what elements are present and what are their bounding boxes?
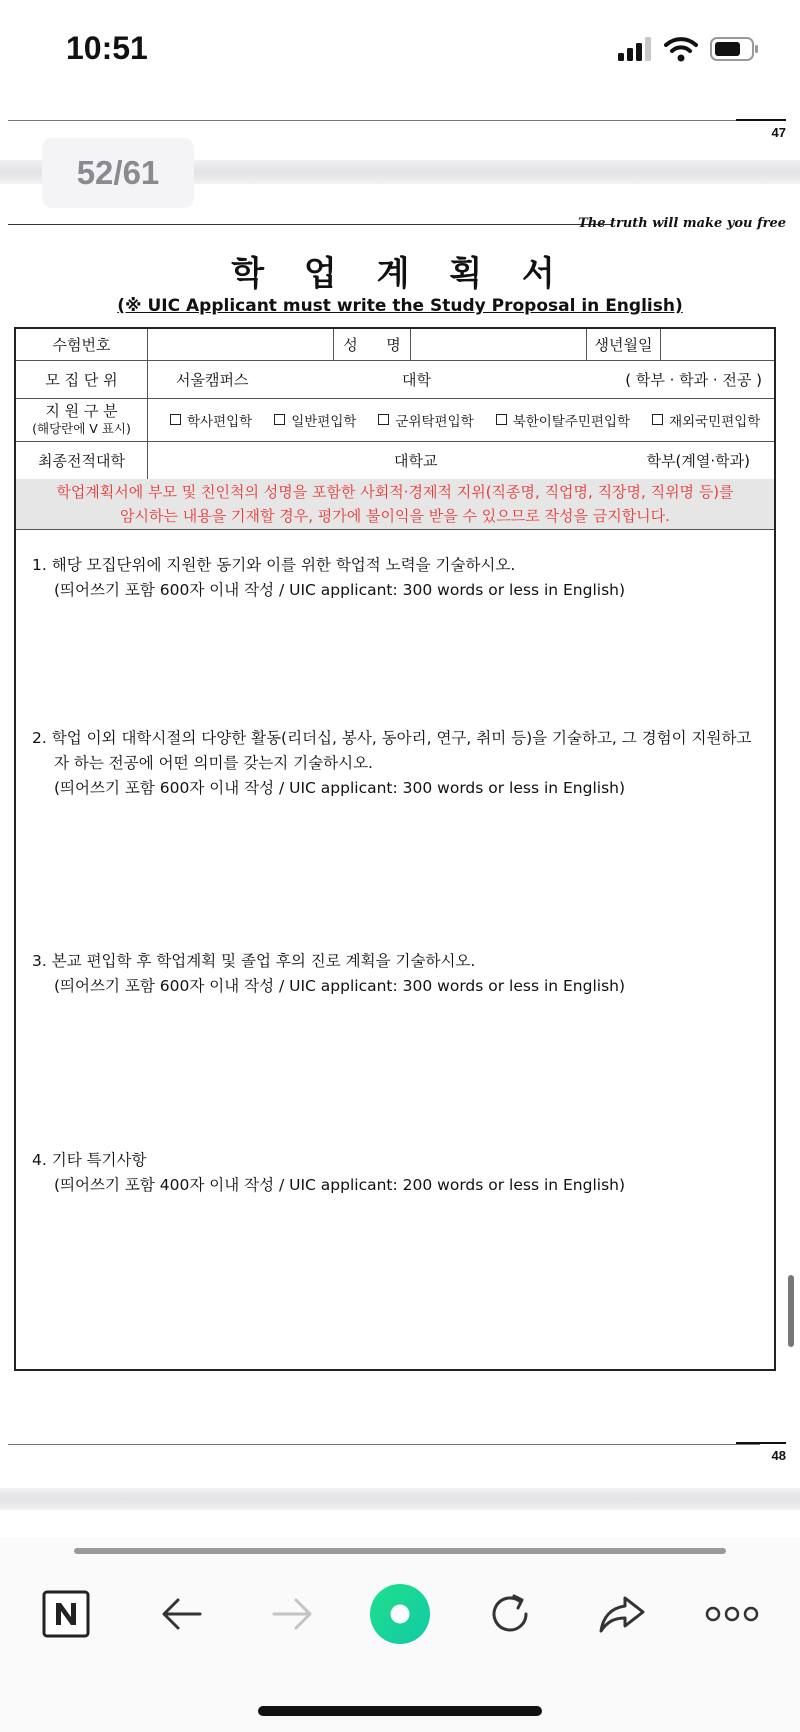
share-icon — [596, 1592, 648, 1636]
form-row-school — [16, 441, 774, 480]
birth-field[interactable] — [660, 329, 774, 360]
question-2-text: 2. 학업 이외 대학시절의 다양한 활동(리더십, 봉사, 동아리, 연구, 취미 등)을 기술하고, 그 경험이 지원하고 — [32, 729, 752, 747]
status-time: 10:51 — [66, 30, 148, 66]
faculty-text: 학부(계열·학과) — [646, 451, 750, 470]
back-arrow-icon — [160, 1596, 204, 1632]
document-title: 학 업 계 획 서 — [231, 254, 569, 294]
question-3-note: (띄어쓰기 포함 600자 이내 작성 / UIC applicant: 300 words or less in English) — [54, 977, 626, 995]
form-row-unit — [16, 360, 774, 399]
type-label-cell — [16, 398, 147, 441]
unit-label: 모 집 단 위 — [45, 370, 118, 389]
type-option[interactable]: 군위탁편입학 — [378, 410, 473, 430]
question-4-note: (띄어쓰기 포함 400자 이내 작성 / UIC applicant: 200 words or less in English) — [54, 1176, 626, 1194]
page-top-rule — [8, 120, 760, 121]
checkbox-icon[interactable] — [496, 414, 507, 425]
document-subtitle: (※ UIC Applicant must write the Study Proposal in English) — [117, 296, 683, 316]
question-3-text: 3. 본교 편입학 후 학업계획 및 졸업 후의 진로 계획을 기술하시오. — [32, 952, 476, 970]
type-hint: (해당란에 V 표시) — [32, 420, 131, 436]
question-1 — [32, 553, 625, 603]
type-option[interactable]: 재외국민편입학 — [652, 410, 760, 430]
question-2 — [32, 726, 751, 801]
status-icons — [618, 36, 760, 62]
campus-text: 서울캠퍼스 — [176, 370, 249, 389]
share-button[interactable] — [592, 1584, 652, 1644]
more-icon — [705, 1604, 759, 1624]
checkbox-icon[interactable] — [652, 414, 663, 425]
checkbox-icon[interactable] — [274, 414, 285, 425]
checkbox-icon[interactable] — [170, 414, 181, 425]
header-rule — [8, 224, 612, 225]
page-bottom-rule — [8, 1444, 760, 1445]
birth-label: 생년월일 — [586, 329, 660, 360]
type-label: 지 원 구 분 — [45, 401, 118, 420]
vertical-scrollbar[interactable] — [788, 1275, 794, 1347]
question-1-note: (띄어쓰기 포함 600자 이내 작성 / UIC applicant: 300 words or less in English) — [54, 581, 626, 599]
form-row-exam — [16, 329, 774, 361]
type-option[interactable]: 일반편입학 — [274, 410, 356, 430]
green-dot-button[interactable] — [368, 1584, 432, 1644]
signal-icon — [618, 37, 652, 61]
more-button[interactable] — [704, 1584, 760, 1644]
question-4 — [32, 1148, 625, 1198]
forward-arrow-icon — [270, 1596, 314, 1632]
unit-field[interactable] — [147, 360, 774, 398]
university-text: 대학교 — [394, 451, 438, 470]
question-3 — [32, 949, 625, 999]
back-button[interactable] — [152, 1584, 212, 1644]
last-school-field[interactable] — [147, 441, 774, 479]
exam-no-field[interactable] — [147, 329, 333, 360]
form-row-type — [16, 398, 774, 442]
naver-home-button[interactable] — [40, 1584, 92, 1644]
dept-note: ( 학부 · 학과 · 전공 ) — [625, 370, 762, 389]
wifi-icon — [664, 36, 698, 62]
battery-icon — [710, 36, 760, 62]
type-options — [147, 398, 774, 441]
page-number-top: 47 — [771, 125, 786, 140]
question-1-text: 1. 해당 모집단위에 지원한 동기와 이를 위한 학업적 노력을 기술하시오. — [32, 556, 516, 574]
page-number-bottom: 48 — [771, 1448, 786, 1463]
page-counter-badge: 52/61 — [42, 138, 194, 208]
question-2-text-cont: 자 하는 전공에 어떤 의미를 갖는지 기술하시오. — [54, 754, 373, 772]
horizontal-scrollbar[interactable] — [74, 1548, 726, 1554]
warning-line-1: 학업계획서에 부모 및 친인척의 성명을 포함한 사회적·경제적 지위(직종명, 직업명, 직장명, 직위명 등)를 — [56, 483, 734, 501]
last-school-label: 최종전적대학 — [38, 451, 125, 470]
question-2-note: (띄어쓰기 포함 600자 이내 작성 / UIC applicant: 300 words or less in English) — [54, 779, 626, 797]
forward-button[interactable] — [262, 1584, 322, 1644]
browser-toolbar — [0, 1538, 800, 1732]
college-text: 대학 — [402, 370, 431, 389]
page-gap-bottom — [0, 1488, 800, 1510]
name-label: 성 명 — [333, 329, 410, 360]
reload-button[interactable] — [480, 1584, 540, 1644]
question-4-text: 4. 기타 특기사항 — [32, 1151, 147, 1169]
name-field[interactable] — [410, 329, 586, 360]
warning-notice — [16, 479, 774, 530]
warning-line-2: 암시하는 내용을 기재할 경우, 평가에 불이익을 받을 수 있으므로 작성을 금지합니다. — [120, 507, 670, 525]
green-dot-icon — [368, 1582, 432, 1646]
checkbox-icon[interactable] — [378, 414, 389, 425]
reload-icon — [486, 1590, 534, 1638]
home-indicator[interactable] — [258, 1706, 542, 1716]
type-option[interactable]: 학사편입학 — [170, 410, 252, 430]
naver-icon — [42, 1590, 90, 1638]
motto-text: The truth will make you free — [578, 216, 786, 231]
status-bar — [0, 0, 800, 100]
exam-no-label: 수험번호 — [52, 336, 111, 354]
type-option[interactable]: 북한이탈주민편입학 — [496, 410, 630, 430]
study-proposal-form — [14, 327, 776, 1371]
